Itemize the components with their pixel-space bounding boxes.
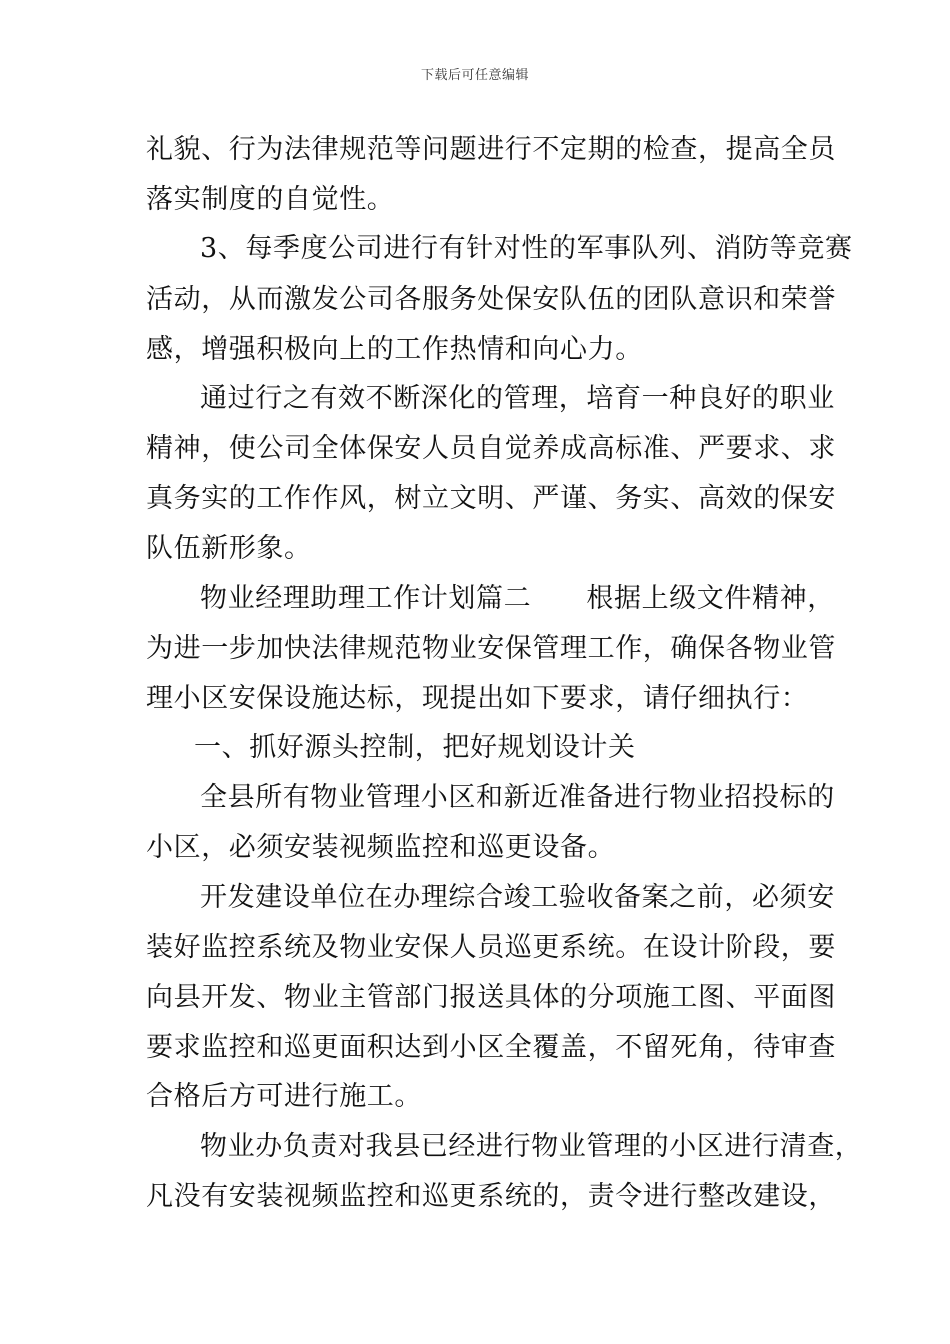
text-line-9: 队伍新形象。 [146,533,312,564]
text-line-12: 理小区安保设施达标，现提出如下要求，请仔细执行： [146,683,809,714]
text-line-14: 全县所有物业管理小区和新近准备进行物业招投标的 [200,782,835,813]
page-header: 下载后可任意编辑 [420,68,529,83]
text-line-5: 感，增强积极向上的工作热情和向心力。 [146,334,643,365]
text-line-6: 通过行之有效不断深化的管理，培育一种良好的职业 [200,383,835,414]
text-line-15: 小区，必须安装视频监控和巡更设备。 [146,832,616,863]
text-line-7: 精神，使公司全体保安人员自觉养成高标准、严要求、求 [146,433,836,464]
text-line-17: 装好监控系统及物业安保人员巡更系统。在设计阶段，要 [146,932,836,963]
text-line-20: 合格后方可进行施工。 [146,1081,422,1112]
text-line-19: 要求监控和巡更面积达到小区全覆盖，不留死角，待审查 [146,1032,836,1063]
text-line-8: 真务实的工作作风，树立文明、严谨、务实、高效的保安 [146,483,836,514]
text-line-10: 物业经理助理工作计划篇二 根据上级文件精神， [200,583,835,614]
text-line-2: 落实制度的自觉性。 [146,184,395,215]
text-line-22: 凡没有安装视频监控和巡更系统的，责令进行整改建设， [146,1181,836,1212]
text-line-11: 为进一步加快法律规范物业安保管理工作，确保各物业管 [146,633,836,664]
section-heading: 一、抓好源头控制，把好规划设计关 [194,732,636,763]
text-line-1: 礼貌、行为法律规范等问题进行不定期的检查，提高全员 [146,134,836,165]
text-line-16: 开发建设单位在办理综合竣工验收备案之前，必须安 [200,882,835,913]
text-line-18: 向县开发、物业主管部门报送具体的分项施工图、平面图 [146,982,836,1013]
text-line-4: 活动，从而激发公司各服务处保安队伍的团队意识和荣誉 [146,284,836,315]
text-line-3: 3、每季度公司进行有针对性的军事队列、消防等竞赛 [200,233,853,264]
text-line-21: 物业办负责对我县已经进行物业管理的小区进行清查， [200,1131,863,1162]
